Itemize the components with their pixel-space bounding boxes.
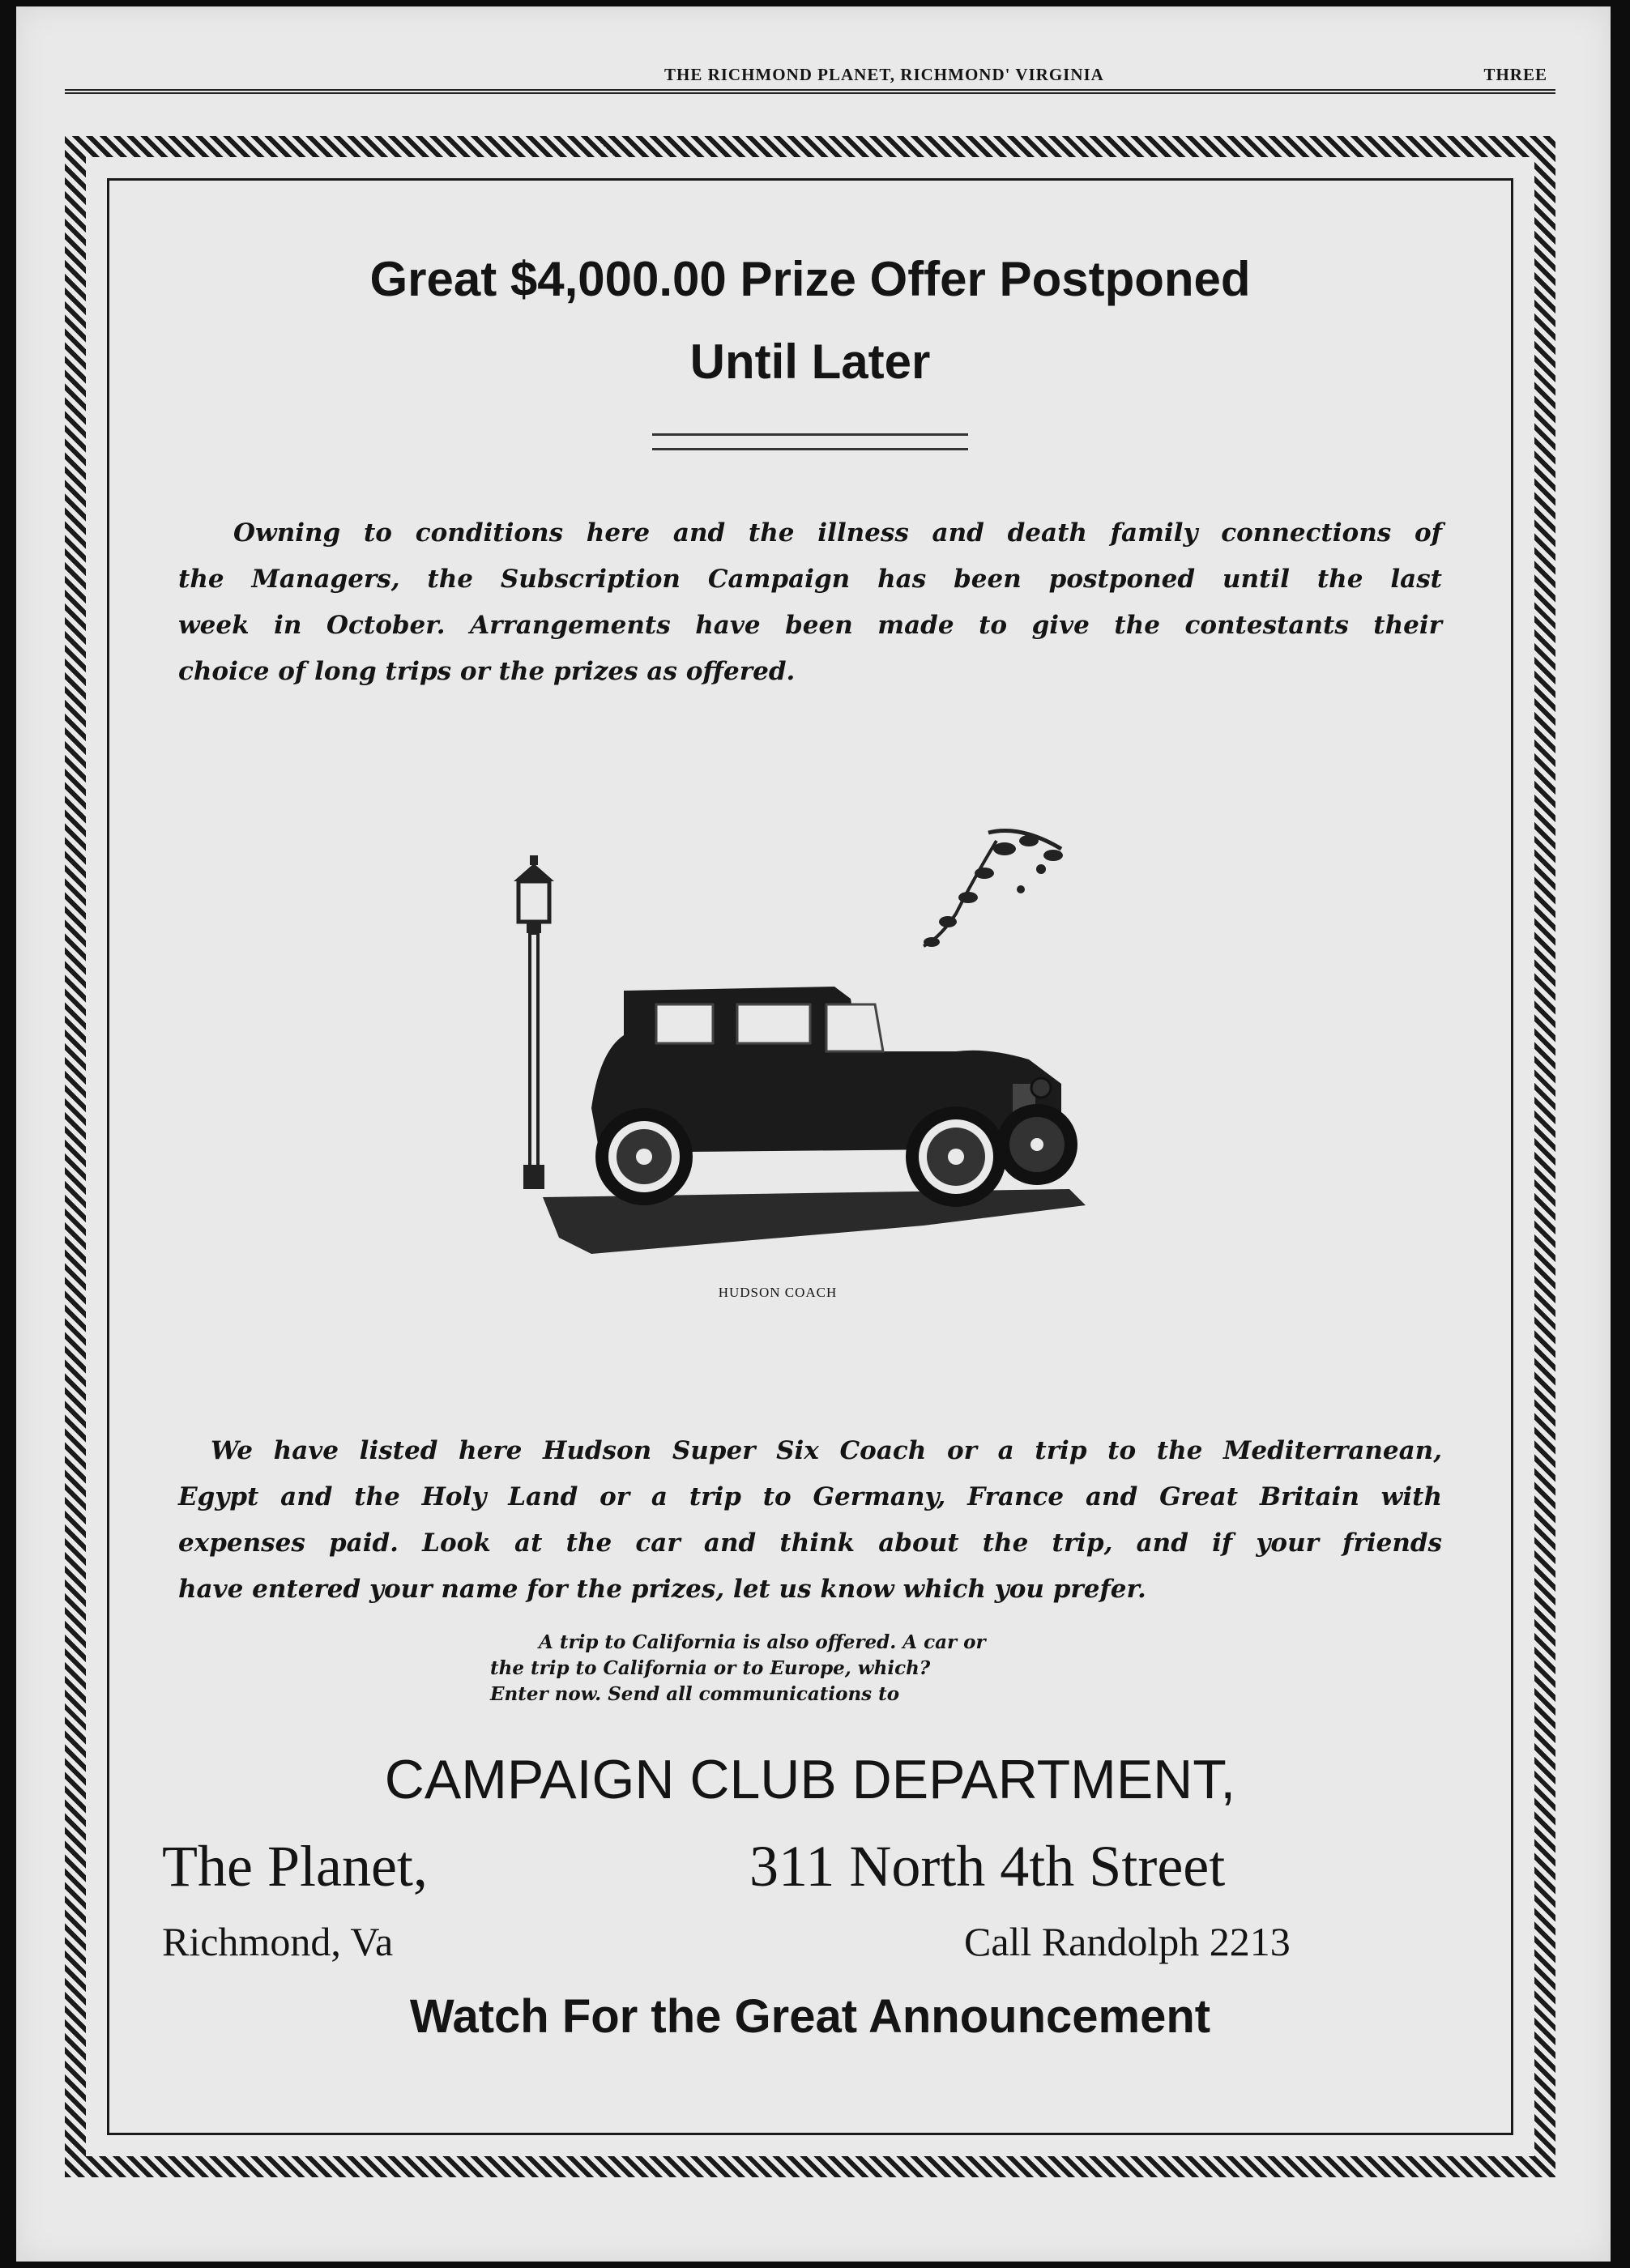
hudson-coach-illustration: [502, 816, 1118, 1270]
lamp-post: [514, 855, 554, 1189]
headline-line-2: Until Later: [689, 335, 931, 389]
street-address: 311 North 4th Street: [749, 1834, 1226, 1899]
newspaper-page: [16, 6, 1611, 2262]
masthead-title: THE RICHMOND PLANET, RICHMOND' VIRGINIA: [664, 65, 1104, 84]
offer-note-line: the trip to California or to Europe, which?: [490, 1657, 931, 1679]
headline-rule: [652, 433, 968, 436]
vine-ornament: [924, 831, 1063, 948]
prize-line: Egypt and the Holy Land or a trip to Germany, France and Great Britain with: [178, 1482, 1442, 1511]
intro-line: week in October. Arrangements have been made to give the contestants their: [178, 611, 1442, 640]
prize-line: We have listed here Hudson Super Six Coach or a trip to the Mediterranean,: [211, 1436, 1442, 1465]
page-number: THREE: [1483, 65, 1547, 84]
prize-paragraph: [178, 1428, 1442, 1613]
prize-line: have entered your name for the prizes, let us know which you prefer.: [178, 1575, 1146, 1604]
prize-line: expenses paid. Look at the car and think about the trip, and if your friends: [178, 1528, 1442, 1558]
offer-note: [490, 1630, 1106, 1707]
masthead: [65, 57, 1555, 94]
intro-line: choice of long trips or the prizes as offered.: [178, 657, 796, 686]
intro-line: the Managers, the Subscription Campaign has been postponed until the last: [178, 565, 1442, 594]
offer-note-line: A trip to California is also offered. A car or: [539, 1631, 986, 1653]
headline-rule-2: [652, 448, 968, 450]
intro-paragraph: [178, 510, 1442, 695]
paper-name: The Planet,: [162, 1834, 428, 1899]
headline-line-1: Great $4,000.00 Prize Offer Postponed: [369, 252, 1251, 306]
offer-note-line: Enter now. Send all communications to: [490, 1683, 900, 1705]
illustration-caption: HUDSON COACH: [718, 1285, 838, 1300]
department-name: CAMPAIGN CLUB DEPARTMENT,: [384, 1749, 1236, 1810]
watch-announcement: Watch For the Great Announcement: [409, 1990, 1211, 2043]
intro-line: Owning to conditions here and the illness and death family connections of: [233, 518, 1442, 548]
city: Richmond, Va: [162, 1919, 394, 1964]
phone-number: Call Randolph 2213: [964, 1919, 1291, 1964]
